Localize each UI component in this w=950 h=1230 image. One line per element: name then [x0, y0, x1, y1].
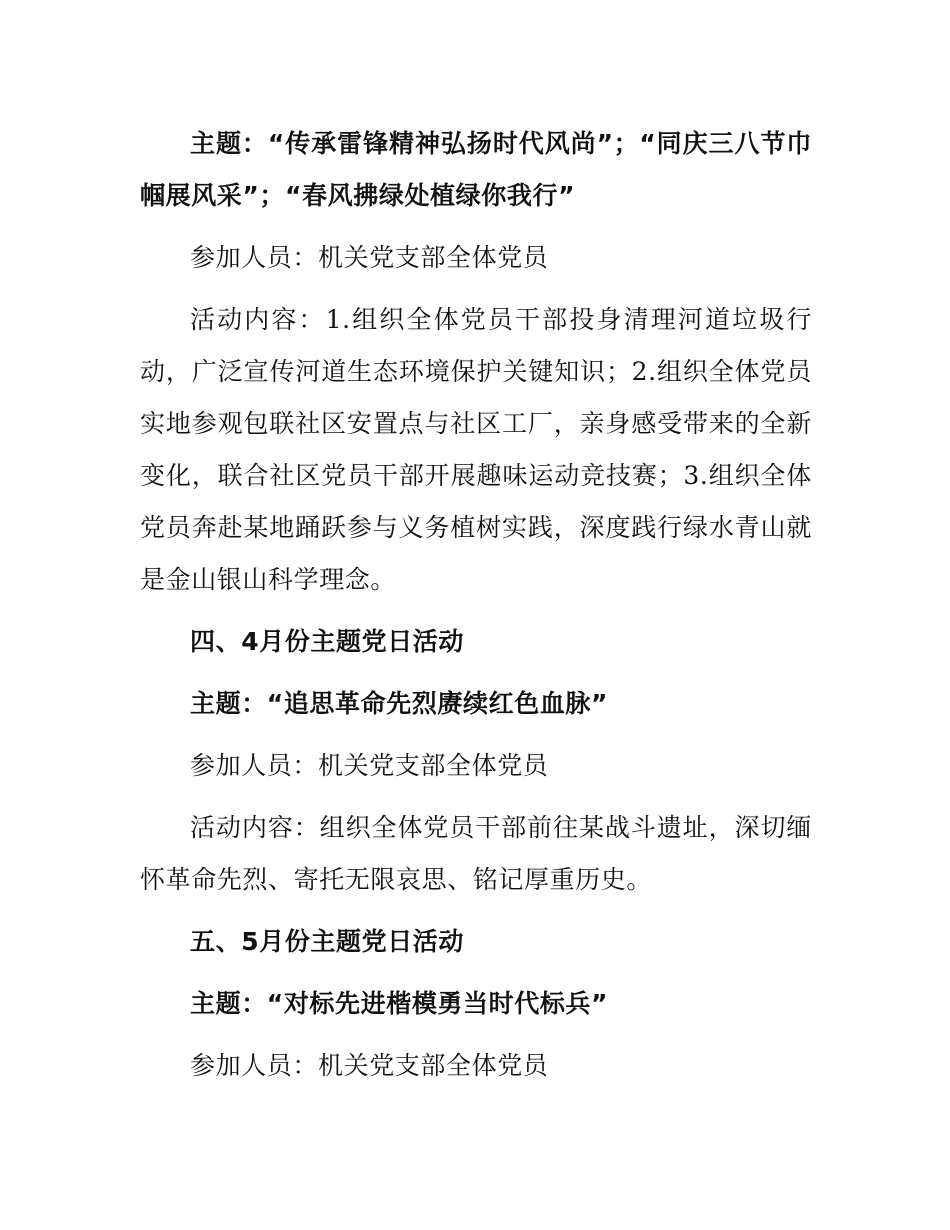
participants-march-paragraph: 参加人员：机关党支部全体党员 [190, 243, 549, 272]
theme-may-paragraph: 主题：“对标先进楷模勇当时代标兵” [190, 989, 609, 1018]
theme-march-paragraph: 主题：“传承雷锋精神弘扬时代风尚”；“同庆三八节巾帼展风采”；“春风拂绿处植绿你我行” [140, 129, 812, 210]
content-april-paragraph: 活动内容：组织全体党员干部前往某战斗遗址，深切缅怀革命先烈、寄托无限哀思、铭记厚重历史。 [140, 813, 812, 894]
heading-may-paragraph: 五、5月份主题党日活动 [190, 927, 464, 956]
heading-april-paragraph: 四、4月份主题党日活动 [190, 627, 464, 656]
participants-may-paragraph: 参加人员：机关党支部全体党员 [190, 1051, 549, 1080]
participants-april-paragraph: 参加人员：机关党支部全体党员 [190, 751, 549, 780]
document-body [140, 118, 812, 1092]
theme-april-paragraph: 主题：“追思革命先烈赓续红色血脉” [190, 689, 609, 718]
content-march-paragraph: 活动内容：1.组织全体党员干部投身清理河道垃圾行动，广泛宣传河道生态环境保护关键知识；2.组织全体党员实地参观包联社区安置点与社区工厂，亲身感受带来的全新变化，联合社区党员干部开展趣味运动竞技赛；3.组织全体党员奔赴某地踊跃参与义务植树实践，深度践行绿水青山就是金山银山科学理念。 [140, 305, 812, 594]
